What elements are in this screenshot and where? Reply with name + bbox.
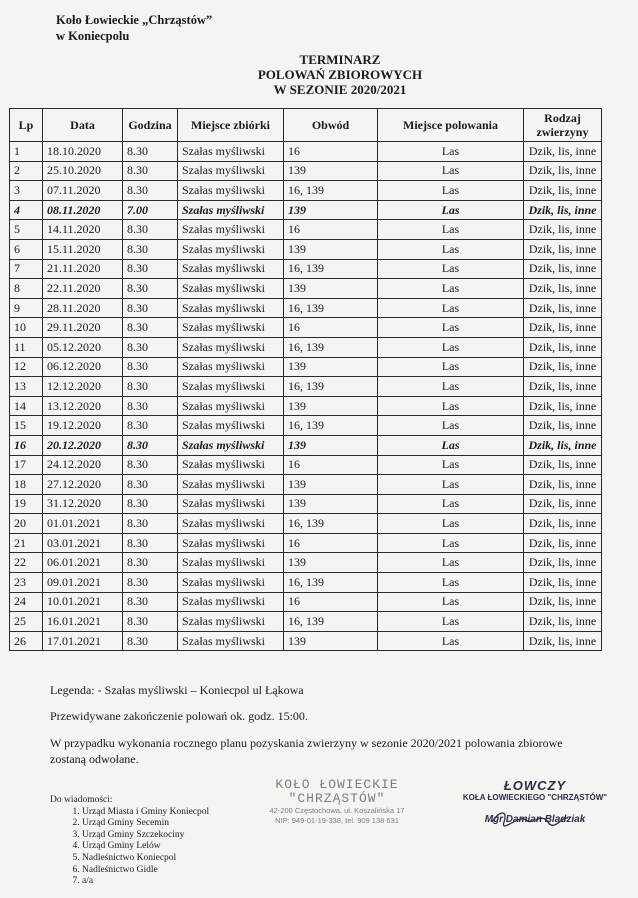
row-time: 8.30 bbox=[123, 161, 178, 181]
row-district: 16 bbox=[284, 318, 378, 338]
row-hunt-place: Las bbox=[378, 494, 524, 514]
table-row bbox=[10, 279, 602, 299]
table-row bbox=[10, 298, 602, 318]
row-time: 8.30 bbox=[123, 259, 178, 279]
row-date: 18.10.2020 bbox=[43, 142, 123, 162]
row-date: 13.12.2020 bbox=[43, 396, 123, 416]
row-lp: 11 bbox=[10, 337, 43, 357]
table-row bbox=[10, 239, 602, 259]
table-row bbox=[10, 631, 602, 651]
row-lp: 23 bbox=[10, 573, 43, 593]
row-date: 03.01.2021 bbox=[43, 533, 123, 553]
row-date: 27.12.2020 bbox=[43, 475, 123, 495]
row-game-type: Dzik, lis, inne bbox=[524, 161, 602, 181]
row-lp: 17 bbox=[10, 455, 43, 475]
row-time: 8.30 bbox=[123, 592, 178, 612]
row-meeting-place: Szałas myśliwski bbox=[178, 298, 284, 318]
table-row bbox=[10, 259, 602, 279]
row-lp: 19 bbox=[10, 494, 43, 514]
row-time: 8.30 bbox=[123, 279, 178, 299]
row-meeting-place: Szałas myśliwski bbox=[178, 318, 284, 338]
row-time: 8.30 bbox=[123, 573, 178, 593]
row-district: 16 bbox=[284, 455, 378, 475]
end-time-note: Przewidywane zakończenie polowań ok. godz. 15:00. bbox=[50, 709, 308, 723]
row-district: 139 bbox=[284, 279, 378, 299]
row-meeting-place: Szałas myśliwski bbox=[178, 631, 284, 651]
row-game-type: Dzik, lis, inne bbox=[524, 298, 602, 318]
row-game-type: Dzik, lis, inne bbox=[524, 142, 602, 162]
row-date: 01.01.2021 bbox=[43, 514, 123, 534]
row-time: 8.30 bbox=[123, 142, 178, 162]
row-lp: 3 bbox=[10, 181, 43, 201]
row-meeting-place: Szałas myśliwski bbox=[178, 259, 284, 279]
distribution-list bbox=[50, 795, 209, 888]
row-lp: 16 bbox=[10, 435, 43, 455]
row-time: 8.30 bbox=[123, 357, 178, 377]
row-district: 16, 139 bbox=[284, 514, 378, 534]
row-date: 09.01.2021 bbox=[43, 573, 123, 593]
row-hunt-place: Las bbox=[378, 435, 524, 455]
row-hunt-place: Las bbox=[378, 357, 524, 377]
row-date: 25.10.2020 bbox=[43, 161, 123, 181]
row-time: 8.30 bbox=[123, 631, 178, 651]
table-row bbox=[10, 377, 602, 397]
header-game-type: Rodzaj zwierzyny bbox=[524, 109, 602, 142]
row-district: 139 bbox=[284, 396, 378, 416]
row-district: 16, 139 bbox=[284, 298, 378, 318]
row-meeting-place: Szałas myśliwski bbox=[178, 337, 284, 357]
table-row bbox=[10, 455, 602, 475]
table-row bbox=[10, 161, 602, 181]
row-time: 8.30 bbox=[123, 181, 178, 201]
row-district: 139 bbox=[284, 631, 378, 651]
row-game-type: Dzik, lis, inne bbox=[524, 494, 602, 514]
row-hunt-place: Las bbox=[378, 416, 524, 436]
row-date: 19.12.2020 bbox=[43, 416, 123, 436]
title-line-1: TERMINARZ bbox=[299, 52, 381, 67]
row-hunt-place: Las bbox=[378, 475, 524, 495]
row-district: 16, 139 bbox=[284, 337, 378, 357]
row-game-type: Dzik, lis, inne bbox=[524, 318, 602, 338]
row-game-type: Dzik, lis, inne bbox=[524, 239, 602, 259]
row-game-type: Dzik, lis, inne bbox=[524, 416, 602, 436]
row-time: 8.30 bbox=[123, 435, 178, 455]
row-lp: 15 bbox=[10, 416, 43, 436]
stamp-line-4: NIP: 949-01-19-338, tel. 909 138 631 bbox=[275, 816, 399, 825]
row-district: 139 bbox=[284, 553, 378, 573]
row-time: 8.30 bbox=[123, 455, 178, 475]
org-location: w Koniecpolu bbox=[56, 29, 130, 43]
row-meeting-place: Szałas myśliwski bbox=[178, 396, 284, 416]
row-lp: 2 bbox=[10, 161, 43, 181]
row-hunt-place: Las bbox=[378, 377, 524, 397]
row-time: 8.30 bbox=[123, 612, 178, 632]
organization-header bbox=[56, 12, 212, 44]
row-meeting-place: Szałas myśliwski bbox=[178, 239, 284, 259]
row-time: 8.30 bbox=[123, 514, 178, 534]
row-lp: 21 bbox=[10, 533, 43, 553]
row-hunt-place: Las bbox=[378, 612, 524, 632]
row-date: 07.11.2020 bbox=[43, 181, 123, 201]
row-date: 08.11.2020 bbox=[43, 200, 123, 220]
table-row bbox=[10, 200, 602, 220]
row-hunt-place: Las bbox=[378, 533, 524, 553]
row-time: 8.30 bbox=[123, 553, 178, 573]
header-district: Obwód bbox=[284, 109, 378, 142]
row-lp: 7 bbox=[10, 259, 43, 279]
row-time: 8.30 bbox=[123, 220, 178, 240]
row-district: 139 bbox=[284, 357, 378, 377]
table-row bbox=[10, 416, 602, 436]
stamp-line-3: 42-200 Częstochowa, ul. Koszalińska 17 bbox=[269, 806, 405, 815]
table-row bbox=[10, 592, 602, 612]
row-meeting-place: Szałas myśliwski bbox=[178, 220, 284, 240]
row-lp: 5 bbox=[10, 220, 43, 240]
row-lp: 1 bbox=[10, 142, 43, 162]
table-row bbox=[10, 396, 602, 416]
row-hunt-place: Las bbox=[378, 279, 524, 299]
distribution-item: 2. Urząd Gminy Secemin bbox=[82, 818, 209, 830]
table-row bbox=[10, 573, 602, 593]
seal-subtitle: KOŁA ŁOWIECKIEGO "CHRZĄSTÓW" bbox=[462, 793, 608, 802]
table-row bbox=[10, 514, 602, 534]
row-time: 8.30 bbox=[123, 533, 178, 553]
row-time: 8.30 bbox=[123, 416, 178, 436]
row-time: 8.30 bbox=[123, 494, 178, 514]
row-date: 14.11.2020 bbox=[43, 220, 123, 240]
header-hunt-place: Miejsce polowania bbox=[378, 109, 524, 142]
row-date: 10.01.2021 bbox=[43, 592, 123, 612]
header-lp: Lp bbox=[10, 109, 43, 142]
table-row bbox=[10, 318, 602, 338]
row-date: 21.11.2020 bbox=[43, 259, 123, 279]
row-time: 8.30 bbox=[123, 475, 178, 495]
row-lp: 25 bbox=[10, 612, 43, 632]
table-row bbox=[10, 494, 602, 514]
distribution-item: 5. Nadleśnictwo Koniecpol bbox=[82, 853, 209, 865]
document-title bbox=[240, 52, 440, 97]
row-date: 06.12.2020 bbox=[43, 357, 123, 377]
row-hunt-place: Las bbox=[378, 573, 524, 593]
row-meeting-place: Szałas myśliwski bbox=[178, 181, 284, 201]
row-meeting-place: Szałas myśliwski bbox=[178, 357, 284, 377]
row-lp: 20 bbox=[10, 514, 43, 534]
row-meeting-place: Szałas myśliwski bbox=[178, 455, 284, 475]
row-game-type: Dzik, lis, inne bbox=[524, 612, 602, 632]
row-district: 139 bbox=[284, 435, 378, 455]
row-hunt-place: Las bbox=[378, 298, 524, 318]
row-game-type: Dzik, lis, inne bbox=[524, 553, 602, 573]
row-meeting-place: Szałas myśliwski bbox=[178, 377, 284, 397]
row-meeting-place: Szałas myśliwski bbox=[178, 161, 284, 181]
row-district: 16, 139 bbox=[284, 573, 378, 593]
row-hunt-place: Las bbox=[378, 455, 524, 475]
row-district: 16, 139 bbox=[284, 612, 378, 632]
header-date: Data bbox=[43, 109, 123, 142]
row-district: 16, 139 bbox=[284, 416, 378, 436]
row-lp: 6 bbox=[10, 239, 43, 259]
row-district: 139 bbox=[284, 239, 378, 259]
table-row bbox=[10, 142, 602, 162]
row-meeting-place: Szałas myśliwski bbox=[178, 514, 284, 534]
row-meeting-place: Szałas myśliwski bbox=[178, 416, 284, 436]
title-line-3: W SEZONIE 2020/2021 bbox=[273, 82, 407, 97]
row-hunt-place: Las bbox=[378, 259, 524, 279]
table-header-row bbox=[10, 109, 602, 142]
distribution-item: 6. Nadleśnictwo Gidle bbox=[82, 865, 209, 877]
row-date: 16.01.2021 bbox=[43, 612, 123, 632]
row-meeting-place: Szałas myśliwski bbox=[178, 533, 284, 553]
row-lp: 24 bbox=[10, 592, 43, 612]
seal-name: Mgr Damian Bladziak bbox=[484, 814, 586, 825]
row-time: 8.30 bbox=[123, 337, 178, 357]
header-meeting-place: Miejsce zbiórki bbox=[178, 109, 284, 142]
row-meeting-place: Szałas myśliwski bbox=[178, 435, 284, 455]
header-time: Godzina bbox=[123, 109, 178, 142]
distribution-item: 7. a/a bbox=[82, 876, 209, 888]
row-lp: 12 bbox=[10, 357, 43, 377]
table-row bbox=[10, 181, 602, 201]
row-hunt-place: Las bbox=[378, 239, 524, 259]
row-meeting-place: Szałas myśliwski bbox=[178, 475, 284, 495]
row-meeting-place: Szałas myśliwski bbox=[178, 612, 284, 632]
table-row bbox=[10, 475, 602, 495]
row-hunt-place: Las bbox=[378, 200, 524, 220]
row-hunt-place: Las bbox=[378, 553, 524, 573]
row-hunt-place: Las bbox=[378, 592, 524, 612]
stamp-line-1: KOŁO ŁOWIECKIE bbox=[275, 777, 399, 792]
row-time: 8.30 bbox=[123, 239, 178, 259]
distribution-item: 3. Urząd Gminy Szczekociny bbox=[82, 830, 209, 842]
distribution-title: Do wiadomości: bbox=[50, 795, 113, 805]
row-meeting-place: Szałas myśliwski bbox=[178, 573, 284, 593]
table-row bbox=[10, 337, 602, 357]
row-district: 139 bbox=[284, 161, 378, 181]
row-meeting-place: Szałas myśliwski bbox=[178, 142, 284, 162]
row-lp: 4 bbox=[10, 200, 43, 220]
row-game-type: Dzik, lis, inne bbox=[524, 533, 602, 553]
cancellation-note: W przypadku wykonania rocznego planu pozyskania zwierzyny w sezonie 2020/2021 polowania zbiorowe zostaną odwołane. bbox=[50, 736, 563, 766]
row-date: 20.12.2020 bbox=[43, 435, 123, 455]
table-row bbox=[10, 220, 602, 240]
row-game-type: Dzik, lis, inne bbox=[524, 357, 602, 377]
row-date: 22.11.2020 bbox=[43, 279, 123, 299]
row-game-type: Dzik, lis, inne bbox=[524, 435, 602, 455]
row-district: 16 bbox=[284, 592, 378, 612]
row-game-type: Dzik, lis, inne bbox=[524, 573, 602, 593]
row-district: 139 bbox=[284, 475, 378, 495]
stamp-line-2: "CHRZĄSTÓW" bbox=[288, 791, 386, 806]
row-lp: 14 bbox=[10, 396, 43, 416]
row-lp: 22 bbox=[10, 553, 43, 573]
table-row bbox=[10, 357, 602, 377]
row-time: 8.30 bbox=[123, 298, 178, 318]
row-hunt-place: Las bbox=[378, 631, 524, 651]
row-meeting-place: Szałas myśliwski bbox=[178, 200, 284, 220]
row-game-type: Dzik, lis, inne bbox=[524, 377, 602, 397]
seal-title: ŁOWCZY bbox=[503, 778, 567, 793]
row-date: 06.01.2021 bbox=[43, 553, 123, 573]
row-hunt-place: Las bbox=[378, 396, 524, 416]
row-game-type: Dzik, lis, inne bbox=[524, 475, 602, 495]
row-hunt-place: Las bbox=[378, 337, 524, 357]
row-date: 17.01.2021 bbox=[43, 631, 123, 651]
row-meeting-place: Szałas myśliwski bbox=[178, 494, 284, 514]
row-date: 31.12.2020 bbox=[43, 494, 123, 514]
title-line-2: POLOWAŃ ZBIOROWYCH bbox=[257, 67, 423, 82]
row-lp: 10 bbox=[10, 318, 43, 338]
row-time: 8.30 bbox=[123, 377, 178, 397]
row-game-type: Dzik, lis, inne bbox=[524, 455, 602, 475]
row-game-type: Dzik, lis, inne bbox=[524, 200, 602, 220]
table-row bbox=[10, 612, 602, 632]
org-name: Koło Łowieckie „Chrząstów” bbox=[56, 13, 213, 27]
row-date: 29.11.2020 bbox=[43, 318, 123, 338]
table-row bbox=[10, 533, 602, 553]
row-game-type: Dzik, lis, inne bbox=[524, 631, 602, 651]
row-lp: 26 bbox=[10, 631, 43, 651]
row-time: 8.30 bbox=[123, 396, 178, 416]
row-hunt-place: Las bbox=[378, 318, 524, 338]
row-game-type: Dzik, lis, inne bbox=[524, 259, 602, 279]
row-date: 05.12.2020 bbox=[43, 337, 123, 357]
schedule-table bbox=[9, 108, 602, 651]
row-date: 28.11.2020 bbox=[43, 298, 123, 318]
row-district: 16 bbox=[284, 142, 378, 162]
table-row bbox=[10, 553, 602, 573]
row-lp: 13 bbox=[10, 377, 43, 397]
row-hunt-place: Las bbox=[378, 181, 524, 201]
table-row bbox=[10, 435, 602, 455]
row-game-type: Dzik, lis, inne bbox=[524, 592, 602, 612]
distribution-items bbox=[50, 807, 209, 888]
distribution-item: 4. Urząd Gminy Lelów bbox=[82, 841, 209, 853]
signature-image bbox=[490, 808, 570, 830]
row-district: 16, 139 bbox=[284, 377, 378, 397]
row-game-type: Dzik, lis, inne bbox=[524, 396, 602, 416]
distribution-item: 1. Urząd Miasta i Gminy Koniecpol bbox=[82, 807, 209, 819]
row-meeting-place: Szałas myśliwski bbox=[178, 279, 284, 299]
row-hunt-place: Las bbox=[378, 514, 524, 534]
row-district: 16 bbox=[284, 220, 378, 240]
row-district: 139 bbox=[284, 200, 378, 220]
row-game-type: Dzik, lis, inne bbox=[524, 279, 602, 299]
row-date: 15.11.2020 bbox=[43, 239, 123, 259]
row-time: 8.30 bbox=[123, 318, 178, 338]
row-district: 16, 139 bbox=[284, 181, 378, 201]
row-lp: 8 bbox=[10, 279, 43, 299]
row-meeting-place: Szałas myśliwski bbox=[178, 592, 284, 612]
row-game-type: Dzik, lis, inne bbox=[524, 220, 602, 240]
row-district: 16, 139 bbox=[284, 259, 378, 279]
row-date: 24.12.2020 bbox=[43, 455, 123, 475]
legend: Legenda: - Szałas myśliwski – Koniecpol ul Łąkowa bbox=[50, 683, 304, 697]
row-lp: 18 bbox=[10, 475, 43, 495]
row-hunt-place: Las bbox=[378, 142, 524, 162]
row-hunt-place: Las bbox=[378, 220, 524, 240]
row-district: 16 bbox=[284, 533, 378, 553]
row-time: 7.00 bbox=[123, 200, 178, 220]
row-lp: 9 bbox=[10, 298, 43, 318]
row-meeting-place: Szałas myśliwski bbox=[178, 553, 284, 573]
club-stamp bbox=[262, 778, 412, 826]
row-game-type: Dzik, lis, inne bbox=[524, 337, 602, 357]
row-game-type: Dzik, lis, inne bbox=[524, 514, 602, 534]
row-district: 139 bbox=[284, 494, 378, 514]
row-date: 12.12.2020 bbox=[43, 377, 123, 397]
row-hunt-place: Las bbox=[378, 161, 524, 181]
row-game-type: Dzik, lis, inne bbox=[524, 181, 602, 201]
